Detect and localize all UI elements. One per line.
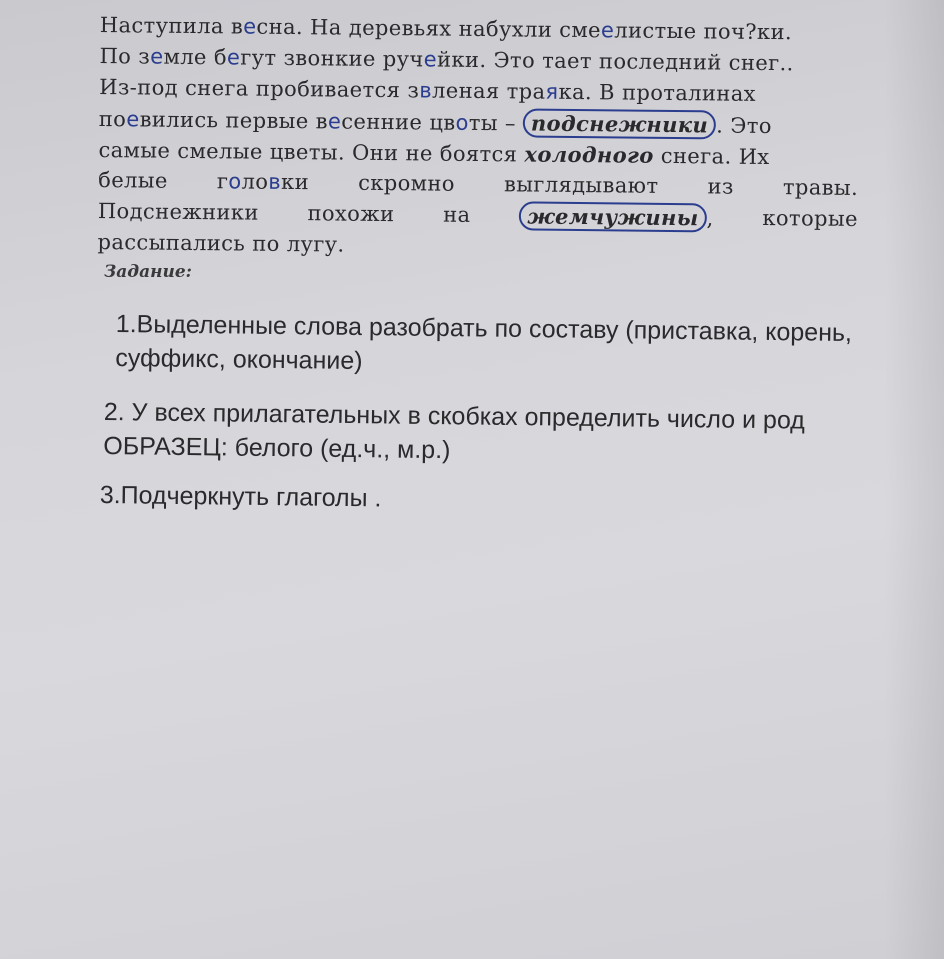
text-fragment: гут звонкие руч: [240, 45, 424, 72]
circled-word-zhemchuzhiny: жемчужины: [519, 201, 707, 232]
pen-correction: е: [126, 107, 140, 132]
text-fragment: рассыпались по лугу.: [97, 229, 345, 257]
passage-text: [97, 10, 860, 266]
text-fragment: мле б: [163, 44, 228, 70]
pen-correction: е: [423, 47, 438, 72]
task-item-1: 1.Выделенные слова разобрать по составу (приставка, корень, суффикс, окончание): [115, 309, 853, 376]
text-fragment: белые: [98, 167, 168, 193]
pen-correction: е: [600, 18, 615, 43]
text-fragment: Из-под снега пробивается з: [99, 74, 420, 103]
pen-correction: е: [150, 44, 164, 69]
text-fragment: Наступила в: [99, 12, 244, 39]
passage-line-8: [97, 227, 857, 266]
text-fragment: скромно: [358, 170, 456, 196]
text-fragment: ка. В проталинах: [558, 79, 757, 106]
text-fragment: ты –: [468, 110, 517, 136]
text-fragment: вились первые в: [139, 107, 329, 134]
text-fragment: похожи: [307, 201, 395, 227]
text-fragment: сенние цв: [341, 109, 456, 135]
text-fragment: Подснежники: [97, 198, 259, 225]
text-fragment: г: [216, 169, 229, 194]
pen-correction: в: [268, 169, 282, 194]
pen-correction: е: [243, 14, 257, 39]
text-fragment: ки: [281, 169, 310, 195]
word-golovki: [217, 166, 309, 198]
text-fragment: ,: [706, 206, 714, 231]
text-fragment: сна. На деревьях набухли сме: [256, 14, 602, 43]
circled-word-group: [519, 200, 714, 233]
text-fragment: . Это: [716, 113, 772, 139]
text-fragment: травы.: [782, 175, 859, 200]
pen-correction: о: [455, 110, 469, 135]
text-fragment: ло: [241, 169, 269, 194]
text-fragment: на: [443, 202, 471, 227]
task-item-3: 3.Подчеркнуть глаголы .: [99, 480, 382, 513]
pen-correction: е: [226, 45, 241, 70]
text-fragment: йки. Это тает последний снег..: [436, 47, 794, 76]
text-fragment: снега. Их: [660, 143, 770, 170]
text-fragment: По з: [99, 43, 151, 69]
text-fragment: листые поч?ки.: [614, 18, 793, 45]
page-shadow: [884, 0, 944, 959]
bracketed-adjective: холодного: [524, 141, 654, 168]
text-fragment: выглядывают: [503, 172, 659, 198]
text-fragment: леная тра: [431, 78, 546, 104]
task-heading: Задание:: [104, 262, 192, 282]
pen-correction: я: [545, 79, 559, 104]
task-item-2: 2. У всех прилагательных в скобках определить число и род ОБРАЗЕЦ: белого (ед.ч., м.р.): [103, 397, 806, 465]
text-fragment: самые смелые цветы. Они не боятся: [98, 137, 518, 167]
text-fragment: из: [707, 174, 734, 199]
pen-correction: е: [327, 109, 342, 134]
text-fragment: по: [98, 106, 127, 132]
pen-correction: в: [419, 78, 433, 103]
pen-correction: о: [228, 169, 242, 194]
circled-word-podsnezhniki: подснежники: [523, 108, 717, 139]
text-fragment: которые: [762, 205, 858, 231]
